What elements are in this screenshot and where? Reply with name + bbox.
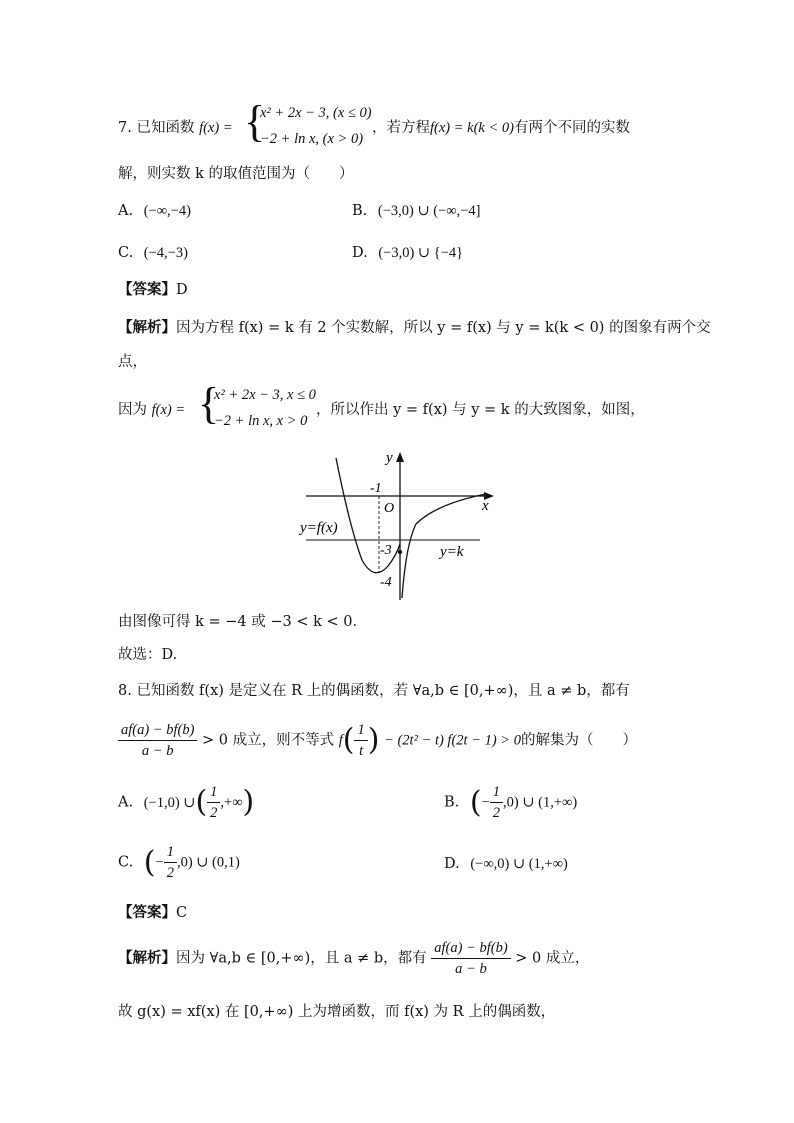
q7-choose: 故选：D. (118, 647, 178, 663)
q8-option-b: B. (− $\frac{1}{2}$ ,0) ∪ (1,+∞) (444, 784, 578, 821)
q8-option-c-den: 2 (166, 865, 174, 881)
q8-analysis-num: af(a) − bf(b) (431, 938, 510, 959)
q8-option-c-pre: − (155, 854, 164, 871)
q7-option-a (118, 201, 191, 221)
q7-option-d-label: D. (352, 245, 368, 261)
open-point (398, 550, 402, 554)
q7-option-d-text: (−3,0) ∪ {−4} (378, 245, 464, 261)
q8-ineq-num: 1 (354, 720, 367, 741)
q7-brace: { (244, 97, 266, 146)
q7-option-c-label: C. (118, 245, 134, 261)
q7-conclusion: 由图像可得 k = −4 或 −3 < k < 0． (118, 614, 367, 630)
q7-fx: f(x) = (199, 120, 233, 136)
q8-analysis-den: a − b (455, 961, 487, 977)
q7-case2: −2 + ln x, (x > 0) (260, 131, 364, 147)
q7-option-b-label: B. (352, 203, 368, 219)
q8-option-a: A. (−1,0) ∪( $\frac{1}{2}$ ,+∞) (118, 784, 255, 821)
q8-answer-value: C (176, 905, 188, 921)
q7-analysis3-suffix: ，所以作出 y = f(x) 与 y = k 的大致图象，如图， (316, 402, 645, 418)
q8-answer-tag: 【答案】 (118, 905, 176, 921)
label-tick-m4: -4 (380, 575, 392, 590)
q8-option-c: C. (− $\frac{1}{2}$ ,0) ∪ (0,1) (118, 844, 240, 881)
q8-fraction-denominator: a − b (141, 743, 174, 759)
q8-analysis-fraction (431, 938, 510, 979)
q8-analysis-line2: 故 g(x) = xf(x) 在 [0,+∞) 上为增函数，而 f(x) 为 R 上的偶函数， (118, 1004, 556, 1020)
q7-stem-line2: 解，则实数 k 的取值范围为（ ） (118, 166, 354, 182)
q7-option-c-text: (−4,−3) (143, 245, 188, 261)
q8-stem-line2: $\frac{af(a) - bf(b)}{a - b}$ > 0 成立，则不等式 f( $\frac{1}{t}$ ) − (2t² − t) f(2t − 1) > 0的解集为（ ） (118, 720, 637, 764)
q7-analysis-case2: −2 + ln x, x > 0 (214, 413, 308, 429)
label-tick-m1: -1 (370, 481, 382, 496)
q8-option-b-fraction (490, 782, 503, 823)
q8-fraction-numerator: af(a) − bf(b) (118, 720, 197, 741)
q7-stem-line1 (118, 118, 233, 138)
q7-answer-tag: 【答案】 (118, 282, 176, 298)
q8-analysis-tag: 【解析】 (118, 950, 176, 967)
q7-equation: f(x) = k(k < 0) (430, 120, 514, 136)
label-y-axis: y (386, 450, 393, 466)
q8-option-a-num: 1 (207, 782, 220, 803)
q7-answer-value: D (176, 282, 188, 298)
q8-option-c-fraction (164, 842, 177, 883)
q8-option-a-fraction (207, 782, 220, 823)
q8-option-b-post: ,0) ∪ (1,+∞) (503, 794, 578, 811)
q8-ineq-fraction (354, 720, 367, 761)
q8-option-a-post: ,+∞ (220, 794, 243, 811)
label-origin: O (384, 501, 395, 516)
q8-option-d (444, 854, 568, 874)
q7-option-a-text: (−∞,−4) (143, 203, 191, 219)
q7-answer (118, 280, 188, 300)
q8-option-a-den: 2 (210, 805, 218, 821)
q7-analysis-line3a (118, 400, 185, 420)
q7-analysis-fx: f(x) = (151, 402, 186, 418)
q8-analysis1-pre: 因为 ∀a,b ∈ [0,+∞)，且 a ≠ b，都有 (176, 950, 427, 967)
q8-ineq-rest: − (2t² − t) f(2t − 1) > 0 (384, 732, 521, 749)
q7-analysis3-prefix: 因为 (118, 402, 147, 418)
q8-option-a-pre: (−1,0) ∪ (143, 794, 196, 811)
q8-stem-line1: 8. 已知函数 f(x) 是定义在 R 上的偶函数，若 ∀a,b ∈ [0,+∞)，且 a ≠ b，都有 (118, 683, 630, 699)
q7-stem-mid: ，若方程 (372, 120, 430, 136)
label-fx: y=f(x) (300, 520, 338, 536)
q7-option-b (352, 201, 480, 221)
q8-option-b-pre: − (481, 794, 490, 811)
q8-option-b-den: 2 (492, 805, 501, 821)
q8-option-b-label: B. (444, 794, 460, 811)
q7-option-a-label: A. (118, 203, 134, 219)
q7-analysis-text1: 因为方程 f(x) = k 有 2 个实数解，所以 y = f(x) 与 y = k(k < 0) 的图象有两个交 (176, 320, 711, 336)
q7-analysis-line1 (118, 318, 711, 338)
q7-option-b-text: (−3,0) ∪ (−∞,−4] (377, 203, 481, 219)
q7-option-c (118, 243, 188, 263)
q7-option-d (352, 243, 463, 263)
q8-option-d-label: D. (444, 856, 460, 872)
q8-option-b-num: 1 (490, 782, 503, 803)
q8-option-a-label: A. (118, 794, 134, 811)
q8-condition-fraction (118, 720, 197, 761)
q7-function-graph (296, 448, 502, 606)
q8-stem2a: > 0 成立，则不等式 (202, 732, 335, 749)
q7-analysis-brace: { (198, 379, 220, 428)
q8-ineq-f: f (338, 732, 343, 749)
q8-option-c-label: C. (118, 854, 134, 871)
label-x-axis: x (482, 498, 489, 514)
q8-ineq-den: t (359, 743, 364, 759)
q7-stem-end: 有两个不同的实数 (513, 120, 630, 136)
q7-stem-line1b (372, 118, 630, 138)
q8-analysis-line1 (118, 938, 589, 982)
y-axis-arrow (396, 452, 404, 462)
q7-case1: x² + 2x − 3, (x ≤ 0) (260, 105, 372, 121)
q7-analysis-case1: x² + 2x − 3, x ≤ 0 (214, 387, 316, 403)
q8-option-d-text: (−∞,0) ∪ (1,+∞) (470, 856, 568, 872)
label-tick-m3: -3 (380, 543, 392, 558)
q7-analysis-tag: 【解析】 (118, 320, 176, 336)
q8-option-c-post: ,0) ∪ (0,1) (176, 854, 240, 871)
q8-option-c-num: 1 (164, 842, 177, 863)
q8-stem2b: 的解集为（ ） (520, 732, 637, 749)
q7-analysis-line2: 点， (118, 354, 147, 370)
q8-analysis1-post: > 0 成立， (515, 950, 590, 967)
q7-stem-prefix: 7. 已知函数 (118, 120, 195, 136)
q8-answer (118, 903, 187, 923)
label-yk: y=k (440, 544, 464, 560)
